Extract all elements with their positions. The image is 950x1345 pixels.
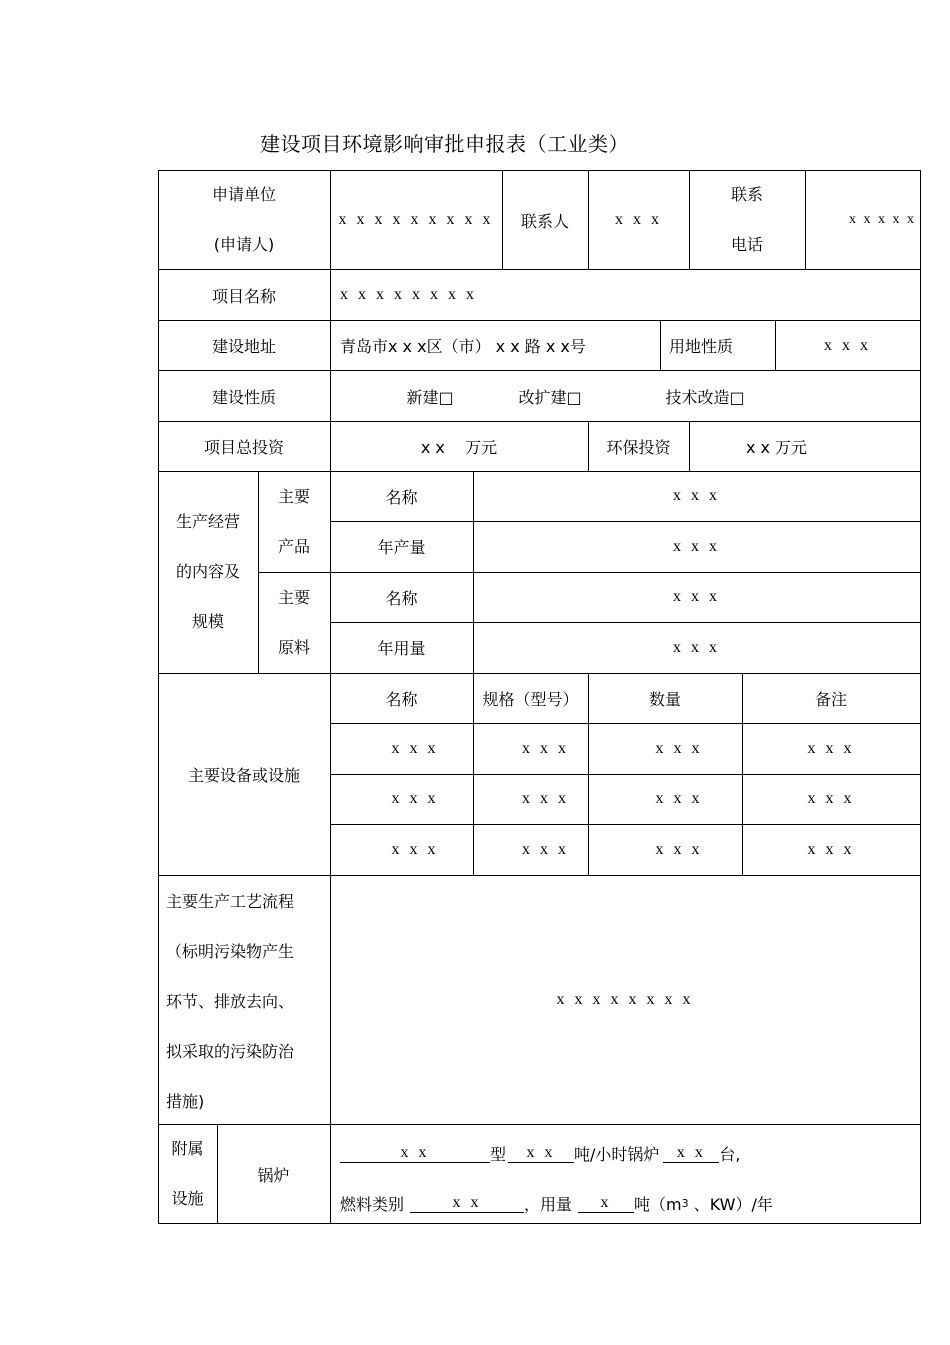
equipment-header-spec: 规格（型号） bbox=[482, 689, 579, 709]
col-divider bbox=[660, 320, 661, 371]
equipment-header-name: 名称 bbox=[385, 689, 418, 709]
fuel-usage-value[interactable]: x bbox=[578, 1194, 634, 1213]
project-name-label: 项目名称 bbox=[211, 286, 276, 306]
env-investment-label: 环保投资 bbox=[606, 437, 671, 457]
facilities-label-line: 设施 bbox=[171, 1189, 204, 1208]
annual-usage-value: x x x bbox=[673, 638, 720, 656]
material-name-value: x x x bbox=[673, 588, 720, 605]
annual-output-value: x x x bbox=[673, 537, 720, 555]
equipment-cell: x x x bbox=[522, 840, 569, 858]
process-label-line: 措施) bbox=[166, 1092, 205, 1111]
applicant-label-line: (申请人) bbox=[213, 235, 275, 254]
process-label-line: 主要生产工艺流程 bbox=[166, 892, 295, 911]
fuel-usage-label: ，用量 bbox=[524, 1194, 573, 1214]
main-products-label-line: 产品 bbox=[277, 536, 310, 556]
process-label-line: 环节、排放去向、 bbox=[166, 992, 295, 1011]
scale-label-line: 的内容及 bbox=[175, 562, 240, 581]
land-use-label: 用地性质 bbox=[669, 337, 734, 356]
equipment-cell: x x x bbox=[807, 739, 855, 757]
process-label bbox=[166, 877, 330, 1124]
equipment-cell: x x x bbox=[522, 739, 569, 757]
address-value: 青岛市x x x区（市） x x 路 x x号 bbox=[340, 337, 586, 356]
scale-label bbox=[158, 471, 258, 673]
fuel-unit-prefix: 吨（m bbox=[634, 1194, 682, 1214]
env-investment-value: x x 万元 bbox=[745, 437, 808, 457]
phone-value: x x x x x bbox=[849, 212, 916, 227]
phone-label-line: 联系 bbox=[730, 185, 763, 204]
annual-usage-label: 年用量 bbox=[377, 639, 426, 658]
nature-option-new[interactable]: 新建□ bbox=[406, 387, 454, 407]
boiler-count-suffix: 台, bbox=[719, 1144, 741, 1164]
applicant-value: x x x x x x x x x bbox=[338, 211, 494, 228]
fuel-type-value[interactable]: x x bbox=[410, 1194, 524, 1213]
fuel-unit-suffix: 、KW）/年 bbox=[688, 1194, 773, 1214]
facilities-label-line: 附属 bbox=[171, 1139, 204, 1158]
land-use-value: x x x bbox=[824, 336, 871, 354]
fuel-type-label: 燃料类别 bbox=[340, 1194, 405, 1214]
equipment-cell: x x x bbox=[391, 739, 439, 757]
equipment-cell: x x x bbox=[391, 790, 439, 807]
material-name-label: 名称 bbox=[385, 588, 418, 608]
equipment-header-remarks: 备注 bbox=[814, 689, 847, 709]
product-name-value: x x x bbox=[673, 487, 720, 504]
applicant-label bbox=[158, 170, 330, 270]
equipment-cell: x x x bbox=[522, 790, 569, 807]
investment-label: 项目总投资 bbox=[203, 437, 284, 457]
boiler-line-1 bbox=[340, 1130, 918, 1176]
boiler-type-value[interactable]: x x bbox=[340, 1144, 490, 1163]
equipment-cell: x x x bbox=[655, 840, 703, 858]
main-products-label bbox=[258, 471, 330, 572]
equipment-label: 主要设备或设施 bbox=[187, 765, 300, 785]
investment-value: x x 万元 bbox=[420, 437, 498, 457]
product-name-label: 名称 bbox=[385, 487, 418, 507]
boiler-line-2 bbox=[340, 1180, 918, 1226]
main-products-label-line: 主要 bbox=[277, 486, 310, 506]
phone-label bbox=[689, 170, 805, 270]
scale-label-line: 规模 bbox=[191, 612, 224, 631]
boiler-count-value[interactable]: x x bbox=[663, 1144, 719, 1163]
project-name-value: x x x x x x x x bbox=[340, 286, 477, 303]
process-label-line: （标明污染物产生 bbox=[166, 942, 295, 961]
main-materials-label-line: 主要 bbox=[277, 587, 310, 607]
address-label: 建设地址 bbox=[211, 337, 276, 356]
fuel-unit-superscript: 3 bbox=[681, 1196, 689, 1210]
annual-output-label: 年产量 bbox=[377, 538, 426, 557]
nature-label: 建设性质 bbox=[211, 387, 276, 407]
main-materials-label-line: 原料 bbox=[277, 637, 310, 657]
boiler-capacity-value[interactable]: x x bbox=[508, 1144, 574, 1163]
main-materials-label bbox=[258, 572, 330, 673]
page-title: 建设项目环境影响审批申报表（工业类） bbox=[260, 132, 629, 156]
contact-label: 联系人 bbox=[520, 211, 569, 231]
equipment-cell: x x x bbox=[391, 840, 439, 858]
nature-option-expand[interactable]: 改扩建□ bbox=[518, 387, 582, 407]
equipment-cell: x x x bbox=[655, 739, 703, 757]
equipment-cell: x x x bbox=[655, 790, 703, 807]
nature-option-tech[interactable]: 技术改造□ bbox=[665, 387, 745, 407]
scale-label-line: 生产经营 bbox=[175, 512, 240, 531]
contact-value: x x x bbox=[615, 211, 662, 228]
equipment-header-quantity: 数量 bbox=[648, 689, 681, 709]
process-label-line: 拟采取的污染防治 bbox=[166, 1042, 295, 1061]
boiler-type-suffix: 型 bbox=[490, 1144, 507, 1164]
facilities-label bbox=[158, 1124, 217, 1224]
process-value: x x x x x x x x bbox=[556, 990, 694, 1008]
applicant-label-line: 申请单位 bbox=[211, 185, 276, 204]
phone-label-line: 电话 bbox=[730, 235, 763, 254]
equipment-cell: x x x bbox=[807, 790, 855, 807]
boiler-label: 锅炉 bbox=[257, 1165, 290, 1185]
table-border-right bbox=[920, 170, 921, 1224]
boiler-capacity-suffix: 吨/小时锅炉 bbox=[574, 1144, 660, 1164]
equipment-cell: x x x bbox=[807, 840, 855, 858]
